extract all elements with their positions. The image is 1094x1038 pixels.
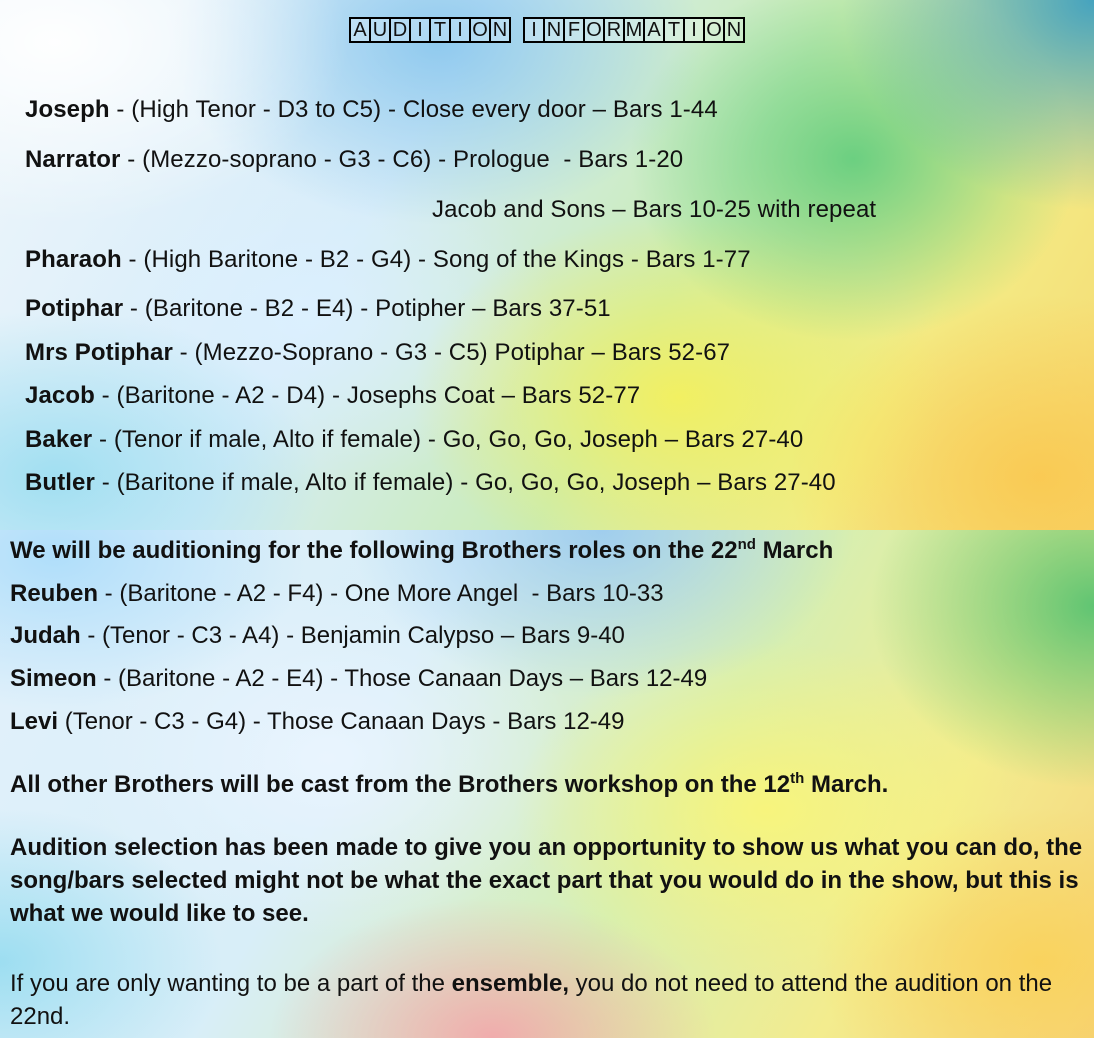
ensemble-note bbox=[10, 967, 1085, 1033]
title-letter: T bbox=[429, 17, 451, 43]
title-letter: D bbox=[389, 17, 411, 43]
role-name: Judah bbox=[10, 622, 81, 649]
brothers-roles-panel bbox=[0, 530, 1094, 1038]
title-letter: I bbox=[523, 17, 545, 43]
workshop-month: March. bbox=[804, 771, 889, 798]
role-name: Joseph bbox=[25, 96, 110, 123]
role-line-mrs-potiphar bbox=[25, 339, 730, 367]
role-line-potiphar bbox=[25, 295, 611, 323]
title-letter: I bbox=[449, 17, 471, 43]
role-details: - (Baritone if male, Alto if female) - Go, Go, Go, Joseph – Bars 27-40 bbox=[94, 469, 836, 496]
role-line-baker bbox=[25, 426, 803, 454]
title-letter: N bbox=[489, 17, 511, 43]
role-line-jacob bbox=[25, 382, 640, 410]
role-line-joseph bbox=[25, 96, 718, 124]
title-letter: I bbox=[409, 17, 431, 43]
title-letter: O bbox=[703, 17, 725, 43]
role-name: Baker bbox=[25, 426, 93, 453]
brothers-intro bbox=[10, 537, 833, 565]
workshop-text: All other Brothers will be cast from the Brothers workshop on the 12 bbox=[10, 771, 791, 798]
role-name: Butler bbox=[25, 469, 95, 496]
role-details: - (Tenor if male, Alto if female) - Go, Go, Go, Joseph – Bars 27-40 bbox=[92, 426, 804, 453]
ensemble-text-after: you do not need to attend the audition on the 22nd. bbox=[10, 970, 1053, 1030]
title-letter: M bbox=[623, 17, 645, 43]
role-details: Jacob and Sons – Bars 10-25 with repeat bbox=[432, 196, 877, 223]
role-line-butler bbox=[25, 469, 836, 497]
title-letter: O bbox=[469, 17, 491, 43]
role-line-narrator-second-song bbox=[432, 196, 876, 224]
role-details: - (Baritone - B2 - E4) - Potipher – Bars 37-51 bbox=[123, 295, 611, 322]
role-details: - (Baritone - A2 - E4) - Those Canaan Days – Bars 12-49 bbox=[96, 665, 708, 692]
title-letter: I bbox=[683, 17, 705, 43]
ensemble-text-before: If you are only wanting to be a part of the bbox=[10, 970, 452, 997]
brother-line-reuben bbox=[10, 580, 664, 608]
title-letter: R bbox=[603, 17, 625, 43]
brother-line-simeon bbox=[10, 665, 707, 693]
ordinal-suffix: nd bbox=[737, 536, 756, 553]
brothers-intro-month: March bbox=[755, 537, 834, 564]
title-letter: T bbox=[663, 17, 685, 43]
workshop-note bbox=[10, 771, 888, 799]
role-details: (Tenor - C3 - G4) - Those Canaan Days - Bars 12-49 bbox=[58, 708, 625, 735]
role-details: - (Tenor - C3 - A4) - Benjamin Calypso – Bars 9-40 bbox=[80, 622, 625, 649]
role-details: - (Baritone - A2 - D4) - Josephs Coat – Bars 52-77 bbox=[94, 382, 641, 409]
role-name: Potiphar bbox=[25, 295, 124, 322]
selection-note: Audition selection has been made to give you an opportunity to show us what you can do, the song/bars selected might not be what the exact part that you would do in the show, but this is what we would like to see. bbox=[10, 834, 1083, 927]
title-letter: F bbox=[563, 17, 585, 43]
role-name: Jacob bbox=[25, 382, 95, 409]
ensemble-keyword: ensemble, bbox=[451, 970, 569, 997]
role-name: Narrator bbox=[25, 146, 121, 173]
title-letter: A bbox=[643, 17, 665, 43]
title-word-information bbox=[523, 17, 745, 43]
role-details: - (Baritone - A2 - F4) - One More Angel - Bars 10-33 bbox=[98, 580, 664, 607]
page-title bbox=[0, 17, 1094, 43]
brother-line-levi bbox=[10, 708, 624, 736]
role-name: Reuben bbox=[10, 580, 99, 607]
role-name: Simeon bbox=[10, 665, 97, 692]
role-details: - (Mezzo-soprano - G3 - C6) - Prologue - Bars 1-20 bbox=[120, 146, 684, 173]
title-letter: N bbox=[543, 17, 565, 43]
role-line-pharaoh bbox=[25, 246, 751, 274]
brothers-intro-text: We will be auditioning for the following Brothers roles on the 22 bbox=[10, 537, 738, 564]
role-name: Pharaoh bbox=[25, 246, 122, 273]
role-name: Mrs Potiphar bbox=[25, 339, 173, 366]
role-details: - (High Tenor - D3 to C5) - Close every door – Bars 1-44 bbox=[109, 96, 718, 123]
role-name: Levi bbox=[10, 708, 59, 735]
title-letter: N bbox=[723, 17, 745, 43]
title-letter: U bbox=[369, 17, 391, 43]
title-letter: O bbox=[583, 17, 605, 43]
title-word-audition bbox=[349, 17, 511, 43]
title-letter: A bbox=[349, 17, 371, 43]
role-details: - (Mezzo-Soprano - G3 - C5) Potiphar – Bars 52-67 bbox=[172, 339, 731, 366]
role-line-narrator bbox=[25, 146, 683, 174]
ordinal-suffix: th bbox=[790, 770, 805, 787]
brother-line-judah bbox=[10, 622, 625, 650]
role-details: - (High Baritone - B2 - G4) - Song of the Kings - Bars 1-77 bbox=[121, 246, 751, 273]
